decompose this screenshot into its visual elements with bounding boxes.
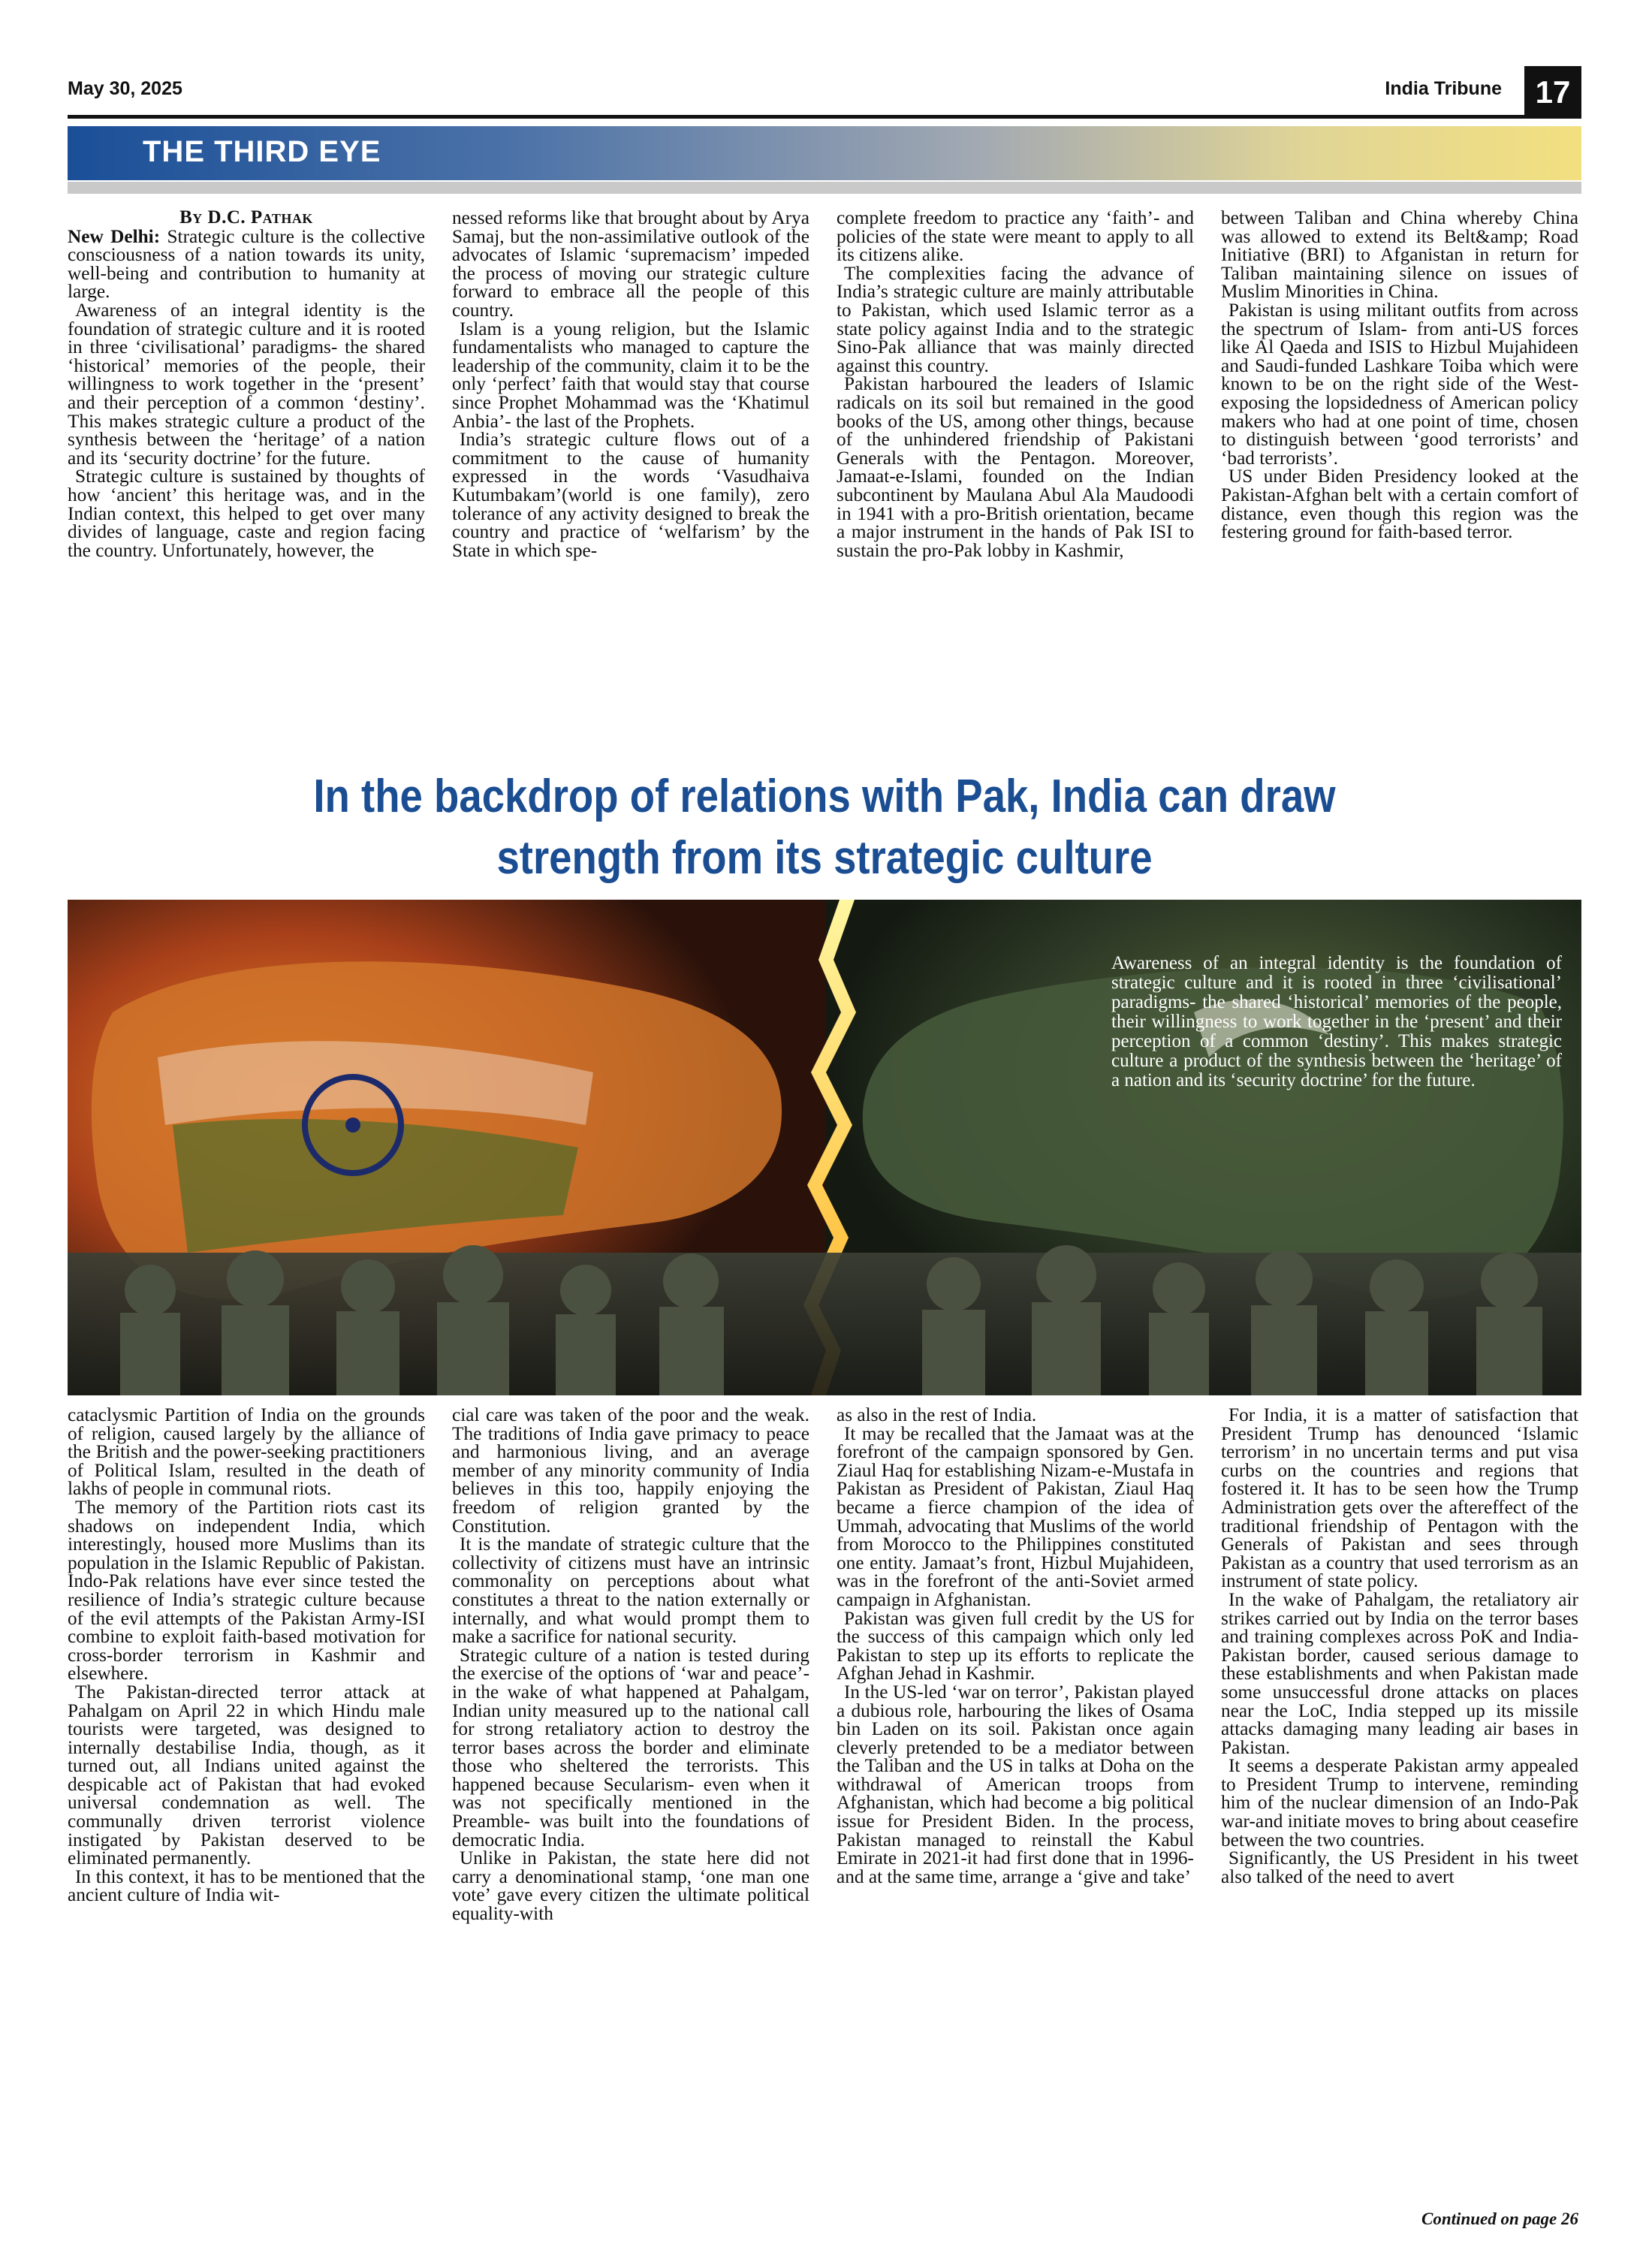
article-paragraph: In this context, it has to be mentioned that the ancient culture of India wit- <box>68 1865 425 1906</box>
article-paragraph: It is the mandate of strategic culture that the collectivity of citizens must have an intrinsic commonality on perceptions about what constitutes a threat to the nation externally or internally, and what would prompt them to make a sacrifice for national security. <box>452 1534 809 1648</box>
article-column-4-top <box>1221 209 1578 751</box>
article-paragraph: Strategic culture is sustained by thoughts of how ‘ancient’ this heritage was, and in the Indian context, this helped to get over many divides of language, caste and region facing the country. Unfortunately, however, the <box>68 466 425 561</box>
article-paragraph: nessed reforms like that brought about by Arya Samaj, but the non-assimilative outlook of the advocates of Islamic ‘supremacism’ impeded the process of moving our strategic culture forward to embrace all the people of this country. <box>452 209 809 321</box>
article-paragraph: For India, it is a matter of satisfaction that President Trump has denounced ‘Islamic terrorism’ in no uncertain terms and put visa curbs on the countries and regions that fostered it. It has to be seen how the Trump Administration gets over the aftereffect of the traditional friendship of Pentagon with the Generals of Pakistan and sees through Pakistan as a country that used terrorism as an instrument of state policy. <box>1221 1406 1578 1592</box>
article-paragraph: Islam is a young religion, but the Islamic fundamentalists who managed to capture the leadership of the community, claim it to be the only ‘perfect’ faith that would stay that course since Prophet Mohammad was the ‘Khatimul Anbia’- the last of the Prophets. <box>452 318 809 432</box>
byline: By D.C. Pathak <box>179 209 313 228</box>
article-paragraph: cataclysmic Partition of India on the grounds of religion, caused largely by the alliance of the British and the power-seeking practitioners of Political Islam, resulted in the death of lakhs of people in communal riots. <box>68 1406 425 1500</box>
headline-line-1: In the backdrop of relations with Pak, India can draw <box>313 771 1336 822</box>
chakra-hub-icon <box>345 1117 360 1133</box>
article-paragraph: Pakistan is using militant outfits from across the spectrum of Islam- from anti-US forces like Al Qaeda and ISIS to Hizbul Mujahideen and Saudi-funded Lashkare Toiba which were known to be on the right side of the West- exposing the lopsidedness of American policy makers who had at one point of time, chosen to distinguish between ‘good terrorists’ and ‘bad terrorists’. <box>1221 299 1578 469</box>
page-number: 17 <box>1524 66 1581 119</box>
issue-date: May 30, 2025 <box>68 78 182 99</box>
article-paragraph: It seems a desperate Pakistan army appealed to President Trump to intervene, reminding him of the nuclear dimension of an Indo-Pak war-and initiate moves to bring about ceasefire between the two countries. <box>1221 1755 1578 1850</box>
section-rule <box>68 182 1581 194</box>
article-column-4-bottom <box>1221 1406 1578 2208</box>
article-paragraph: Pakistan was given full credit by the US for the success of this campaign which only led Pakistan to step up its efforts to replicate the Afghan Jehad in Kashmir. <box>837 1607 1194 1684</box>
photo-caption: Awareness of an integral identity is the foundation of strategic culture and it is rooted in three ‘civilisational’ paradigms- the shared ‘historical’ memories of the people, their willingness to work together in the ‘present’ and their perception of a common ‘destiny’. This makes strategic culture a product of the synthesis between the ‘heritage’ of a nation and its ‘security doctrine’ for the future. <box>1111 953 1562 1090</box>
article-column-3-top <box>837 209 1194 751</box>
article-paragraph: In the US-led ‘war on terror’, Pakistan played a dubious role, harbouring the likes of Osama bin Laden on its soil. Pakistan once again cleverly pretended to be a mediator between the Taliban and the US in talks at Doha on the withdrawal of American troops from Afghanistan, which had become a big political issue for President Biden. In the process, Pakistan managed to reinstall the Kabul Emirate in 2021-it had first done that in 1996- and at the same time, arrange a ‘give and take’ <box>837 1681 1194 1887</box>
article-paragraph: The Pakistan-directed terror attack at Pahalgam on April 22 in which Hindu male tourists were targeted, was designed to internally destabilise India, though, as it turned out, all Indians united against the despicable act of Pakistan that had evoked universal condemnation as well. The communally driven terrorist violence instigated by Pakistan deserved to be eliminated permanently. <box>68 1681 425 1869</box>
article-column-2-top <box>452 209 809 751</box>
publication-name: India Tribune <box>1385 78 1502 99</box>
article-column-1-bottom <box>68 1406 425 2208</box>
section-title: THE THIRD EYE <box>143 135 381 168</box>
article-column-1-top <box>68 209 425 751</box>
article-paragraph: Awareness of an integral identity is the foundation of strategic culture and it is rooted in three ‘civilisational’ paradigms- the shared ‘historical’ memories of the people, their willingness to work together in the ‘present’ and their perception of a common ‘destiny’. This makes strategic culture a product of the synthesis between the ‘heritage’ of a nation and its ‘security doctrine’ for the future. <box>68 299 425 469</box>
article-headline <box>158 766 1491 889</box>
header-rule <box>68 115 1524 119</box>
article-paragraph <box>68 225 425 303</box>
article-paragraph: as also in the rest of India. <box>837 1406 1037 1425</box>
article-paragraph: Strategic culture of a nation is tested during the exercise of the options of ‘war and peace’- in the wake of what happened at Pahalgam, Indian unity measured up to the national call for strong retaliatory action to destroy the terror bases across the border and eliminate those who sheltered the terrorists. This happened because Secularism- even when it was not specifically mentioned in the Preamble- was built into the foundations of democratic India. <box>452 1644 809 1850</box>
article-paragraph: Unlike in Pakistan, the state here did not carry a denominational stamp, ‘one man one vote’ gave every citizen the ultimate political equality-with <box>452 1847 809 1925</box>
headline-line-2: strength from its strategic culture <box>496 832 1153 884</box>
article-paragraph: India’s strategic culture flows out of a commitment to the cause of humanity expressed in the words ‘Vasudhaiva Kutumbakam’(world is one family), zero tolerance of any activity designed to break the country and practice of ‘welfarism’ by the State in which spe- <box>452 429 809 561</box>
article-column-2-bottom <box>452 1406 809 2208</box>
article-paragraph: between Taliban and China whereby China was allowed to extend its Belt&amp; Road Initiative (BRI) to Afganistan in return for Taliban maintaining silence on issues of Muslim Minorities in China. <box>1221 209 1578 303</box>
paragraph-text: Strategic culture is the collective consciousness of a nation towards its unity, well-being and contribution to humanity at large. <box>68 225 425 303</box>
article-paragraph: The complexities facing the advance of India’s strategic culture are mainly attributable to Pakistan, which used Islamic terror as a state policy against India and to the strategic Sino-Pak alliance that was mainly directed against this country. <box>837 262 1194 376</box>
article-paragraph: In the wake of Pahalgam, the retaliatory air strikes carried out by India on the terror bases and training complexes across PoK and India-Pakistan border, caused serious damage to these establishments and when Pakistan made some unsuccessful drone attacks on places near the LoC, India stepped up its missile attacks damaging many leading air bases in Pakistan. <box>1221 1588 1578 1758</box>
article-paragraph: cial care was taken of the poor and the weak. The traditions of India gave primacy to peace and harmonious living, and an average member of any minority community of India believes in this too, happily enjoying the freedom of religion granted by the Constitution. <box>452 1406 809 1537</box>
article-paragraph: Significantly, the US President in his tweet also talked of the need to avert <box>1221 1847 1578 1887</box>
article-paragraph: The memory of the Partition riots cast its shadows on independent India, which interestingly, housed more Muslims than its population in the Islamic Republic of Pakistan. Indo-Pak relations have ever since tested the resilience of India’s strategic culture because of the evil attempts of the Pakistan Army-ISI combine to exploit faith-based motivation for cross-border terrorism in Kashmir and elsewhere. <box>68 1496 425 1684</box>
article-paragraph: Pakistan harboured the leaders of Islamic radicals on its soil but remained in the good books of the US, among other things, because of the unhindered friendship of Pakistani Generals with the Pentagon. Moreover, Jamaat-e-Islami, founded on the Indian subcontinent by Maulana Abul Ala Maudoodi in 1941 with a pro-British orientation, became a major instrument in the hands of Pak ISI to sustain the pro-Pak lobby in Kashmir, <box>837 373 1194 561</box>
article-paragraph: US under Biden Presidency looked at the Pakistan-Afghan belt with a certain comfort of distance, even though this region was the festering ground for faith-based terror. <box>1221 466 1578 543</box>
article-paragraph: complete freedom to practice any ‘faith’- and policies of the state were meant to apply to all its citizens alike. <box>837 209 1194 266</box>
section-banner <box>68 126 1581 180</box>
soldiers-band <box>68 1253 1581 1395</box>
article-column-3-bottom <box>837 1406 1194 2208</box>
continued-link[interactable]: Continued on page 26 <box>1421 2209 1578 2228</box>
article-paragraph: It may be recalled that the Jamaat was at the forefront of the campaign sponsored by Gen. Ziaul Haq for establishing Nizam-e-Mustafa in Pakistan as President of Pakistan, Ziaul Haq became a fierce champion of the idea of Ummah, advocating that Muslims of the world from Morocco to the Philippines constituted one entity. Jamaat’s front, Hizbul Mujahideen, was in the forefront of the anti-Soviet armed campaign in Afghanistan. <box>837 1422 1194 1610</box>
dateline: New Delhi: <box>68 225 161 247</box>
